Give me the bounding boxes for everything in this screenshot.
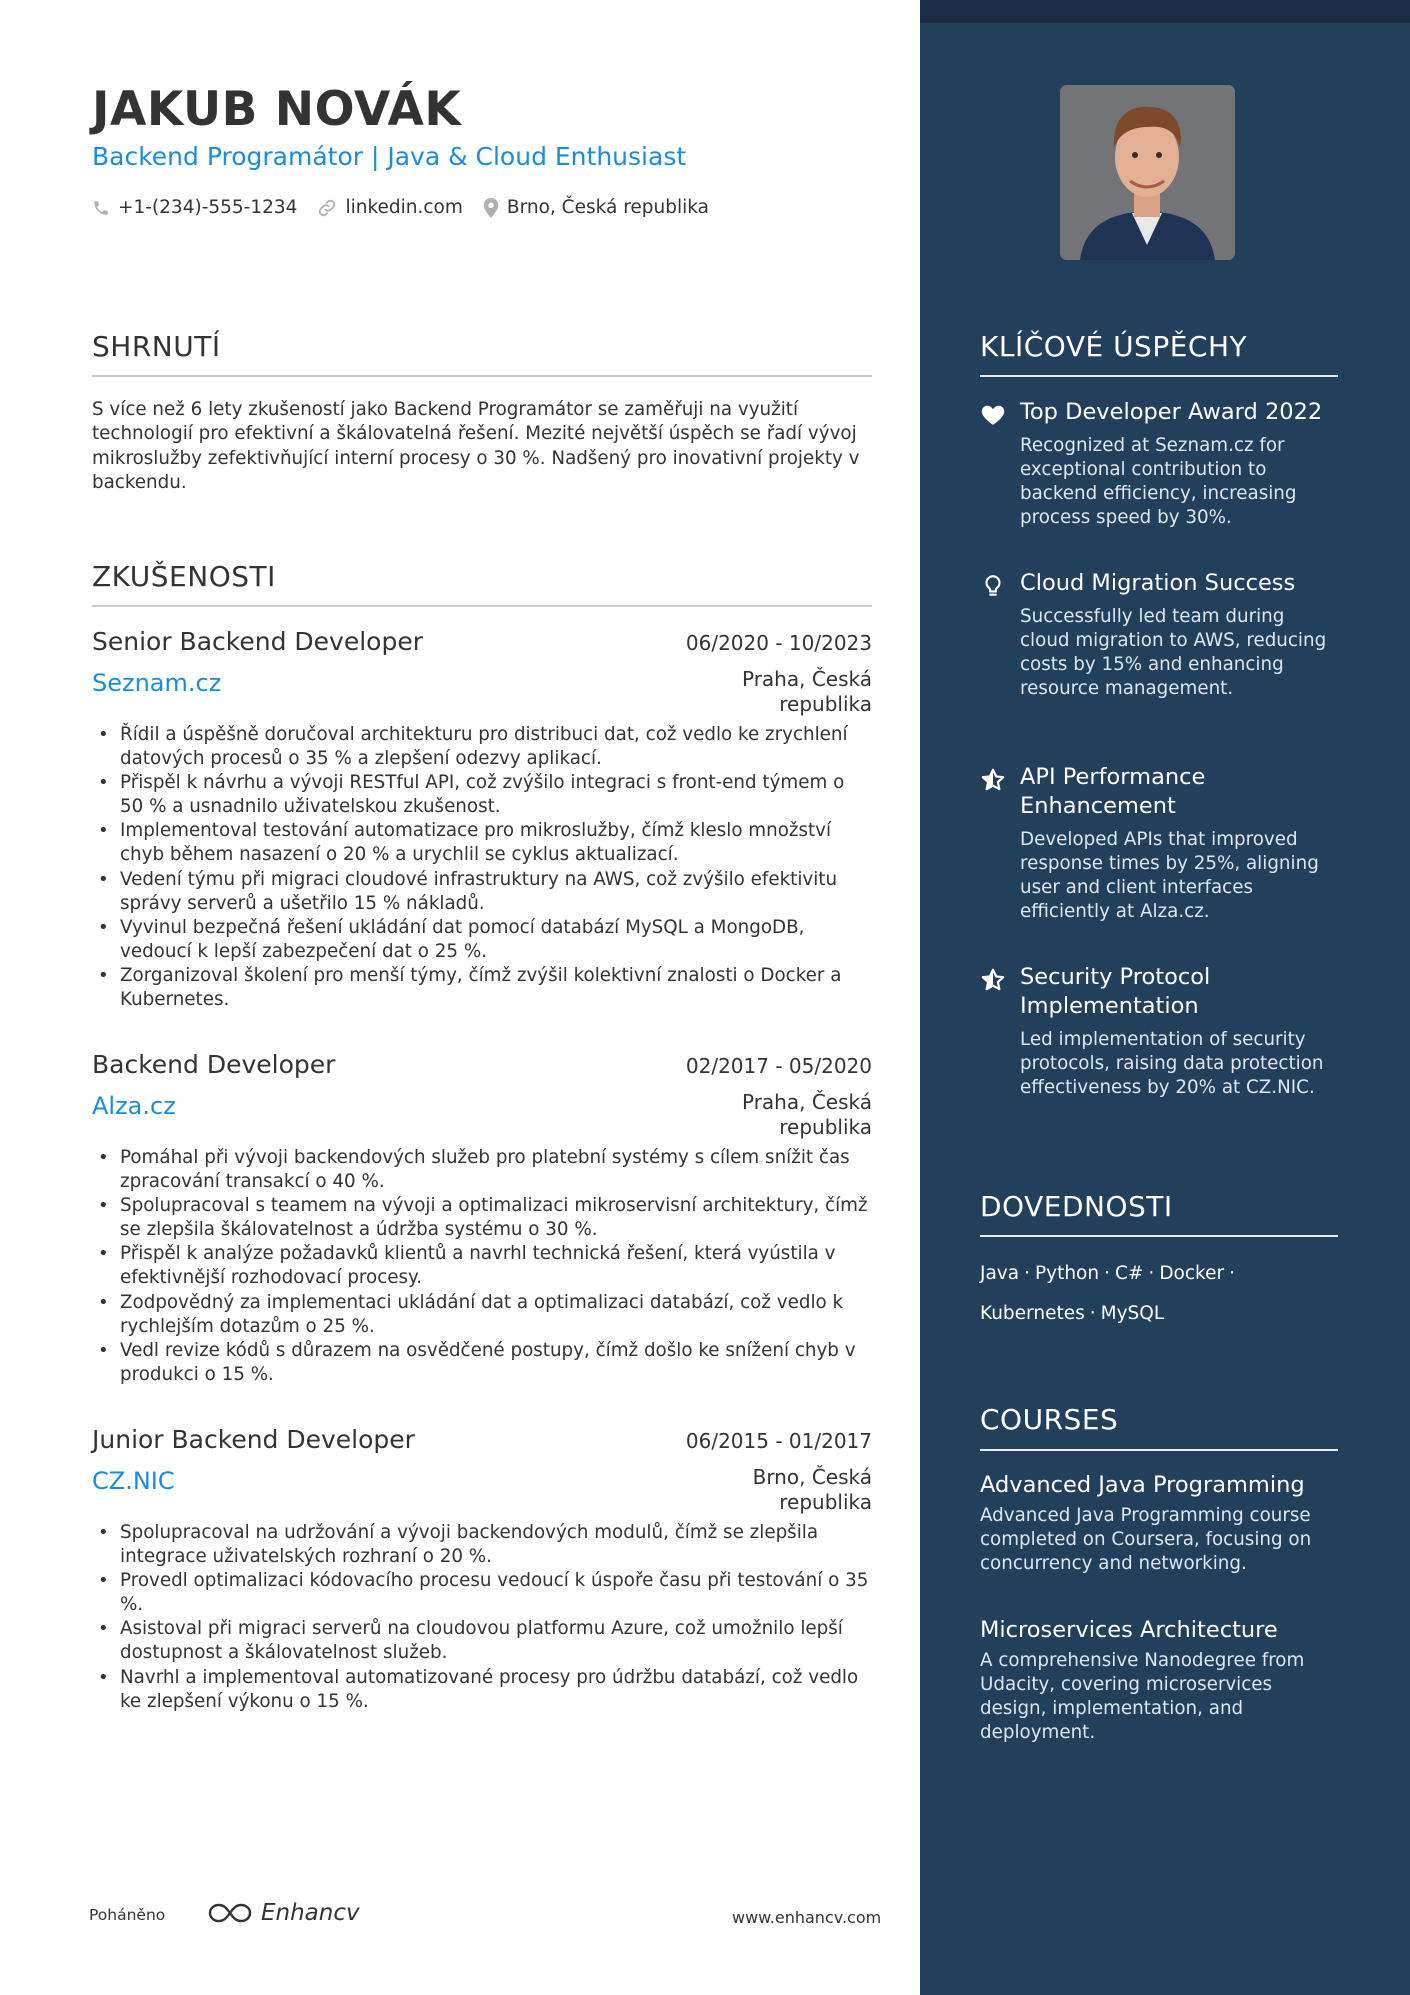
job-dates: 06/2015 - 01/2017	[685, 1429, 872, 1453]
link-icon	[317, 198, 337, 218]
job-bullet: • Pomáhal při vývoji backendových služeb pro platební systémy s cílem snížit čas zpracování transakcí o 40 %.	[92, 1146, 872, 1194]
job-bullets	[92, 1146, 872, 1387]
job-bullet: • Vedl revize kódů s důrazem na osvědčené postupy, čímž došlo ke snížení chyb v produkci o 15 %.	[92, 1339, 872, 1387]
star-icon	[980, 767, 1006, 793]
experience-divider	[92, 605, 872, 607]
course-desc: Advanced Java Programming course completed on Coursera, focusing on concurrency and networking.	[980, 1505, 1312, 1575]
footer-url[interactable]: www.enhancv.com	[732, 1908, 882, 1927]
job-location: Brno, Česká republika	[752, 1465, 872, 1514]
contact-website[interactable]	[317, 197, 462, 218]
heart-icon	[980, 402, 1006, 428]
profile-photo	[1060, 85, 1235, 260]
job-bullets	[92, 723, 872, 1012]
skill-separator: ·	[1229, 1263, 1235, 1284]
job-company[interactable]: CZ.NIC	[92, 1467, 175, 1495]
job-bullet: • Vedení týmu při migraci cloudové infrastruktury na AWS, což zvýšilo efektivitu správy serverů a ušetřilo 15 % nákladů.	[92, 868, 872, 916]
skill-item: Docker	[1159, 1263, 1225, 1284]
job-bullets	[92, 1521, 872, 1714]
skill-item: Java	[980, 1263, 1020, 1284]
enhancv-logo-text: Enhancv	[261, 1900, 360, 1926]
job-bullet: • Zodpovědný za implementaci ukládání dat a optimalizaci databází, což vedlo k rychlejším dotazům o 25 %.	[92, 1291, 872, 1339]
candidate-tagline: Backend Programátor | Java & Cloud Enthusiast	[92, 142, 687, 171]
skill-separator: ·	[1148, 1263, 1155, 1284]
job-company[interactable]: Seznam.cz	[92, 669, 222, 697]
achievement-desc: Recognized at Seznam.cz for exceptional contribution to backend efficiency, increasing process speed by 30%.	[1020, 435, 1297, 529]
footer-powered-label: Poháněno	[89, 1906, 166, 1924]
experience-heading: ZKUŠENOSTI	[92, 560, 276, 593]
courses-heading: COURSES	[980, 1403, 1119, 1436]
achievement-desc: Successfully led team during cloud migration to AWS, reducing costs by 15% and enhancing resource management.	[1020, 606, 1327, 700]
achievement-desc: Developed APIs that improved response times by 25%, aligning user and client interfaces efficiently at Alza.cz.	[1020, 829, 1319, 923]
job-bullet: • Přispěl k návrhu a vývoji RESTful API, což zvýšilo integraci s front-end týmem o 50 % a usnadnilo uživatelskou zkušenost.	[92, 771, 872, 819]
skill-item: C#	[1115, 1263, 1144, 1284]
skill-separator: ·	[1024, 1263, 1030, 1284]
achievement-title: API Performance Enhancement	[1020, 764, 1206, 819]
achievement-desc: Led implementation of security protocols, raising data protection effectiveness by 20% at CZ.NIC.	[1020, 1029, 1324, 1099]
candidate-name: JAKUB NOVÁK	[92, 82, 462, 137]
course-desc: A comprehensive Nanodegree from Udacity, covering microservices design, implementation, and deployment.	[980, 1650, 1305, 1744]
star-icon	[980, 967, 1006, 993]
course-item	[980, 1616, 1340, 1745]
job-location: Praha, Česká republika	[741, 667, 872, 716]
course-title: Advanced Java Programming	[980, 1472, 1305, 1498]
job-bullet: • Asistoval při migraci serverů na cloudovou platformu Azure, což umožnilo lepší dostupnost a škálovatelnost služeb.	[92, 1617, 872, 1665]
job-title: Senior Backend Developer	[92, 627, 423, 656]
skill-item: MySQL	[1100, 1303, 1165, 1324]
skills-list	[980, 1254, 1340, 1334]
sidebar-top-bar	[920, 0, 1410, 23]
skill-item: Python	[1034, 1263, 1100, 1284]
achievements-heading: KLÍČOVÉ ÚSPĚCHY	[980, 330, 1248, 363]
summary-text: S více než 6 lety zkušeností jako Backend Programátor se zaměřuji na využití technologií pro efektivní a škálovatelná řešení. Mezité největší úspěch se řadí vývoj mikroslužby zefektivňující interní procesy o 30 %. Nadšený pro inovativní projekty v backendu.	[92, 399, 860, 493]
achievement-title: Security Protocol Implementation	[1020, 964, 1211, 1019]
achievement-title: Top Developer Award 2022	[1020, 399, 1323, 425]
lightbulb-icon	[980, 573, 1006, 599]
summary-heading: SHRNUTÍ	[92, 330, 221, 363]
job-location: Praha, Česká republika	[741, 1090, 872, 1139]
contact-phone[interactable]	[92, 197, 297, 218]
courses-divider	[980, 1449, 1338, 1451]
location-pin-icon	[483, 198, 499, 218]
phone-number: +1-(234)-555-1234	[118, 197, 298, 218]
skills-divider	[980, 1235, 1338, 1237]
job-dates: 06/2020 - 10/2023	[685, 631, 872, 655]
course-item	[980, 1471, 1340, 1576]
job-bullet: • Provedl optimalizaci kódovacího procesu vedoucí k úspoře času při testování o 35 %.	[92, 1569, 872, 1617]
course-title: Microservices Architecture	[980, 1617, 1278, 1643]
job-bullet: • Spolupracoval na udržování a vývoji backendových modulů, čímž se zlepšila integrace uživatelských rozhraní o 20 %.	[92, 1521, 872, 1569]
job-bullet: • Implementoval testování automatizace pro mikroslužby, čímž kleslo množství chyb během nasazení o 20 % a urychlil se cyklus aktualizací.	[92, 819, 872, 867]
job-bullet: • Spolupracoval s teamem na vývoji a optimalizaci mikroservisní architektury, čímž se zlepšila škálovatelnost a údržba systému o 30 %.	[92, 1194, 872, 1242]
job-title: Backend Developer	[92, 1050, 336, 1079]
job-company[interactable]: Alza.cz	[92, 1092, 176, 1120]
job-bullet: • Zorganizoval školení pro menší týmy, čímž zvýšil kolektivní znalosti o Docker a Kubernetes.	[92, 964, 872, 1012]
location-text: Brno, Česká republika	[506, 197, 710, 218]
contact-location	[483, 197, 709, 218]
summary-divider	[92, 375, 872, 377]
job-bullet: • Řídil a úspěšně doručoval architekturu pro distribuci dat, což vedlo ke zrychlení datových procesů o 35 % a zlepšení odezvy aplikací.	[92, 723, 872, 771]
enhancv-logo[interactable]	[207, 1900, 360, 1926]
job-title: Junior Backend Developer	[92, 1425, 415, 1454]
skill-separator: ·	[1104, 1263, 1110, 1284]
phone-icon	[92, 199, 110, 217]
infinity-logo-icon	[207, 1901, 253, 1925]
job-bullet: • Vyvinul bezpečná řešení ukládání dat pomocí databází MySQL a MongoDB, vedoucí k lepší zabezpečení dat o 25 %.	[92, 916, 872, 964]
job-bullet: • Navrhl a implementoval automatizované procesy pro údržbu databází, což vedlo ke zlepšení výkonu o 15 %.	[92, 1666, 872, 1714]
contact-info	[92, 197, 729, 218]
skills-heading: DOVEDNOSTI	[980, 1190, 1173, 1223]
website-link: linkedin.com	[345, 197, 463, 218]
skill-separator: ·	[1089, 1303, 1096, 1324]
job-dates: 02/2017 - 05/2020	[685, 1054, 872, 1078]
job-bullet: • Přispěl k analýze požadavků klientů a navrhl technická řešení, která vyústila v efektivnější rozhodovací procesy.	[92, 1242, 872, 1290]
skill-item: Kubernetes	[980, 1303, 1085, 1324]
achievements-divider	[980, 375, 1338, 377]
achievement-title: Cloud Migration Success	[1020, 570, 1296, 596]
sidebar	[920, 0, 1410, 1995]
